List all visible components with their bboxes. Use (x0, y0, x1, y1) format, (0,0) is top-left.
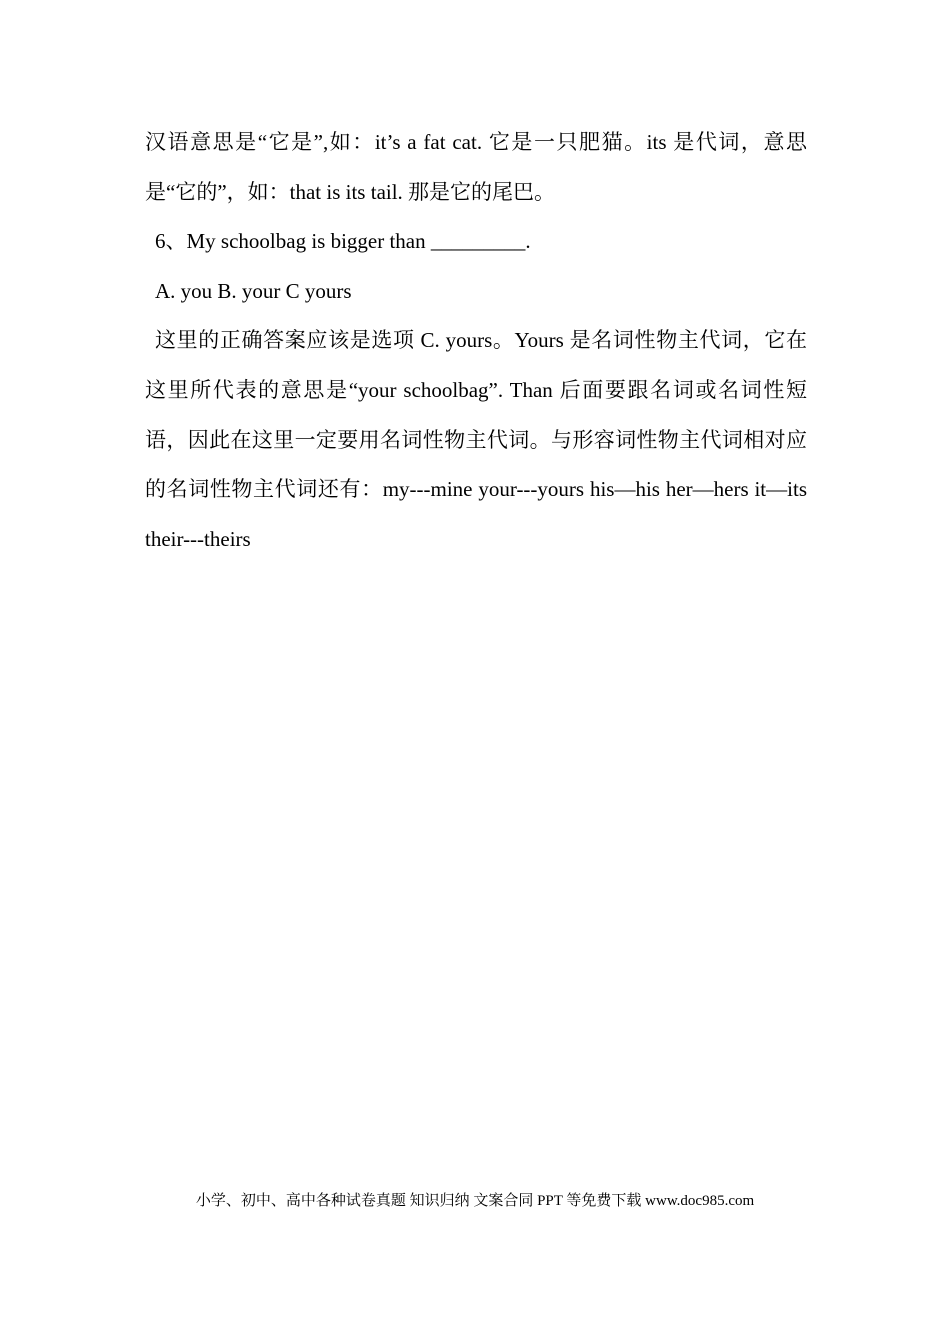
question-6: 6、My schoolbag is bigger than _________. (155, 229, 531, 254)
explanation-its-paragraph: 汉语意思是“它是”,如：it’s a fat cat. 它是一只肥猫。its 是代词，意思是“它的”，如：that is its tail. 那是它的尾巴。 (145, 130, 807, 204)
page-footer: 小学、初中、高中各种试卷真题 知识归纳 文案合同 PPT 等免费下载 www.doc985.com (195, 1193, 755, 1209)
question-6-options: A. you B. your C yours (155, 278, 352, 303)
document-body (145, 118, 807, 564)
answer-explanation-paragraph: 这里的正确答案应该是选项 C. yours。Yours 是名词性物主代词，它在这里所代表的意思是“your schoolbag”. Than 后面要跟名词或名词性短语，因此在这里一定要用名词性物主代词。与形容词性物主代词相对应的名词性物主代词还有：my---mine your---yours his—his her—hers it—its their---theirs (145, 328, 807, 551)
